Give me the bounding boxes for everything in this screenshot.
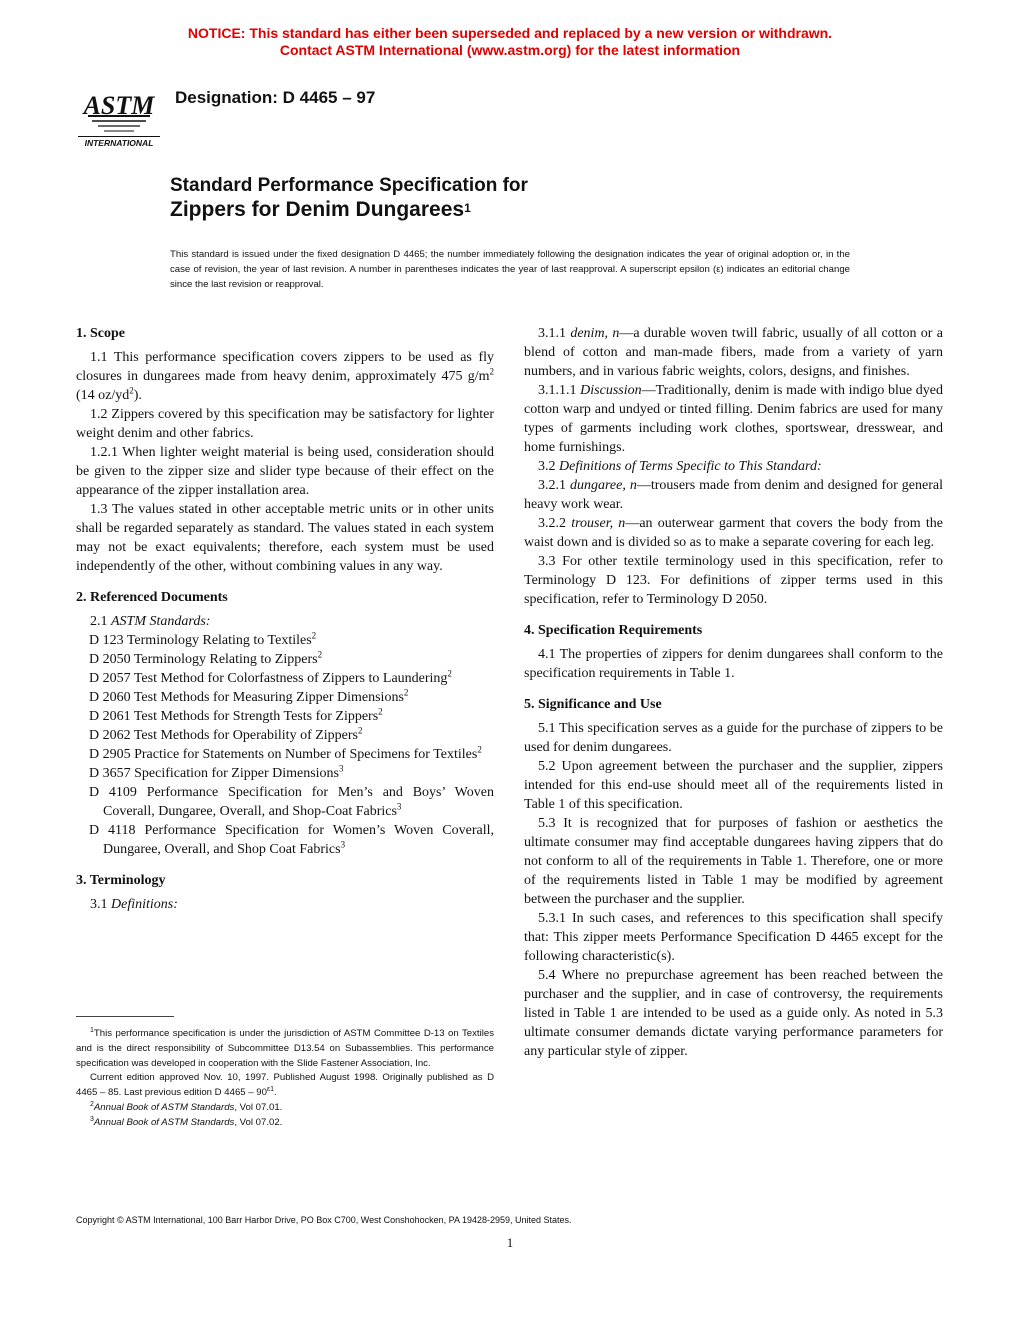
definition-text: —an outerwear garment that covers the body from the waist down and is divided so as to make a separate covering for each leg.: [524, 516, 943, 550]
referenced-document-footnote-mark: 2: [358, 725, 363, 736]
paragraph-3-2: [524, 457, 943, 476]
referenced-document-item: [76, 764, 494, 783]
footnote-1-edition-end: .: [273, 1087, 277, 1099]
referenced-document-item: [76, 707, 494, 726]
referenced-document-item: [76, 745, 494, 764]
left-column: [76, 324, 494, 914]
referenced-document-item: [76, 631, 494, 650]
paragraph-4-1: 4.1 The properties of zippers for denim dungarees shall conform to the specification requirements in Table 1.: [524, 647, 943, 681]
page-number: 1: [506, 1235, 514, 1250]
referenced-document-footnote-mark: 2: [403, 687, 409, 698]
referenced-document-text: D 2060 Test Methods for Measuring Zipper Dimensions: [89, 690, 404, 705]
copyright-line: Copyright © ASTM International, 100 Barr Harbor Drive, PO Box C700, West Conshohocken, PA 19428-2959, United States.: [76, 1215, 572, 1225]
paragraph-1-1-text-2: (14 oz/yd: [76, 388, 130, 403]
footnote-3: [76, 1116, 494, 1131]
referenced-document-footnote-mark: 2: [378, 706, 383, 717]
referenced-document-text: D 123 Terminology Relating to Textiles: [89, 633, 312, 648]
designation: Designation: D 4465 – 97: [175, 88, 376, 107]
title-footnote-mark: 1: [464, 201, 471, 215]
superscript: 2: [129, 385, 134, 396]
referenced-document-footnote-mark: 2: [477, 744, 482, 755]
paragraph-label: Definitions of Terms Specific to This Standard:: [559, 459, 822, 474]
paragraph-5-2: 5.2 Upon agreement between the purchaser and the supplier, zippers intended for this end-use should meet all of the requirements listed in Table 1 of this specification.: [524, 759, 943, 812]
footnote-mark: 1: [90, 1026, 94, 1034]
referenced-document-text: D 2050 Terminology Relating to Zippers: [89, 652, 318, 667]
paragraph-5-1: 5.1 This specification serves as a guide for the purchase of zippers to be used for denim dungarees.: [524, 721, 943, 755]
superscript: ε1: [266, 1086, 274, 1093]
title-line-2-text: Zippers for Denim Dungarees: [170, 198, 465, 221]
referenced-document-text: D 2905 Practice for Statements on Number of Specimens for Textiles: [89, 747, 478, 762]
referenced-documents-list: [76, 631, 494, 859]
definition-text: —trousers made from denim and designed for general heavy work wear.: [524, 478, 944, 512]
paragraph-2-1: [76, 612, 494, 631]
footnote-3-volume: , Vol 07.02.: [234, 1116, 283, 1128]
right-column: [524, 324, 943, 1061]
paragraph-3-1: [76, 895, 494, 914]
logo-caption: INTERNATIONAL: [84, 138, 154, 148]
referenced-document-item: [76, 783, 494, 821]
paragraph-number: 3.1.1: [538, 326, 566, 341]
paragraph-number: 3.1: [90, 897, 108, 912]
footnote-mark: 3: [90, 1115, 94, 1123]
referenced-document-text: D 2057 Test Method for Colorfastness of Zippers to Laundering: [89, 671, 448, 686]
notice-line-2: Contact ASTM International (www.astm.org) for the latest information: [279, 42, 741, 58]
section-3-heading: 3. Terminology: [76, 873, 166, 888]
title-line-1: Standard Performance Specification for: [170, 175, 528, 196]
referenced-document-footnote-mark: 3: [340, 839, 346, 850]
referenced-document-footnote-mark: 2: [311, 630, 317, 641]
paragraph-number: 3.1.1.1: [538, 383, 577, 398]
referenced-document-footnote-mark: 2: [317, 649, 323, 660]
referenced-document-text: D 2062 Test Methods for Operability of Zippers: [89, 728, 358, 743]
referenced-document-text: D 2061 Test Methods for Strength Tests for Zippers: [89, 709, 379, 724]
referenced-document-item: [76, 688, 494, 707]
superscript: 2: [489, 366, 494, 377]
definition-text: —a durable woven twill fabric, usually of all cotton or a blend of cotton and man-made fibers, made from a variety of yarn numbers, and in various fabric weights, colors, designs, and finishes.: [524, 326, 944, 379]
supersession-notice: [0, 25, 1020, 59]
referenced-document-item: [76, 669, 494, 688]
discussion-label: Discussion: [580, 383, 642, 398]
logo-letters: ASTM: [83, 91, 155, 120]
discussion-denim: [524, 381, 943, 457]
paragraph-3-3: 3.3 For other textile terminology used in this specification, refer to Terminology D 123. For definitions of zipper terms used in this specification, refer to Terminology D 2050.: [524, 554, 943, 607]
footnotes: [76, 1027, 494, 1131]
paragraph-5-3: 5.3 It is recognized that for purposes of fashion or aesthetics the ultimate consumer may find acceptable dungarees having zippers that do not conform to all of the requirements in Table 1. Therefore, one or more of the requirements listed in Table 1 may be modified by agreement between the purchaser and the supplier.: [524, 816, 943, 907]
footnote-3-title: Annual Book of ASTM Standards: [93, 1116, 235, 1128]
notice-line-1: NOTICE: This standard has either been superseded and replaced by a new version or withdrawn.: [187, 25, 833, 41]
referenced-document-text: D 4109 Performance Specification for Men’s and Boys’ Woven Coverall, Dungaree, Overall, and Shop-Coat Fabrics: [89, 785, 494, 819]
section-2-heading: 2. Referenced Documents: [76, 590, 228, 605]
footnote-1: [76, 1027, 494, 1071]
discussion-text: —Traditionally, denim is made with indigo blue dyed cotton warp and undyed or tinted filling. Denim fabrics are used for many types of garments including work clothes, sportswear, dresswear, and home furnishings.: [524, 383, 943, 455]
defined-term: denim, n: [570, 326, 620, 341]
referenced-document-item: [76, 650, 494, 669]
paragraph-number: 3.2.1: [538, 478, 566, 493]
paragraph-5-3-1: 5.3.1 In such cases, and references to this specification shall specify that: This zipper meets Performance Specification D 4465 except for the following characteristic(s).: [524, 911, 943, 964]
paragraph-1-1: [76, 348, 494, 405]
referenced-document-footnote-mark: 3: [396, 801, 402, 812]
astm-logo-icon: [76, 76, 162, 150]
section-4-heading: 4. Specification Requirements: [524, 623, 703, 638]
paragraph-label: ASTM Standards:: [111, 614, 211, 629]
paragraph-label: Definitions:: [111, 897, 178, 912]
section-1-heading: 1. Scope: [76, 326, 125, 341]
referenced-document-item: [76, 726, 494, 745]
referenced-document-footnote-mark: 3: [339, 763, 344, 774]
referenced-document-text: D 3657 Specification for Zipper Dimensions: [89, 766, 340, 781]
definition-denim: [524, 324, 943, 381]
definition-trouser: [524, 514, 943, 552]
paragraph-5-4: 5.4 Where no prepurchase agreement has been reached between the purchaser and the supplier, and in case of controversy, the requirements listed in Table 1 are intended to be used as a guide only. As noted in 5.3 ultimate consumer demands dictate varying performance parameters for any particular style of zipper.: [524, 968, 943, 1059]
standard-issue-note: This standard is issued under the fixed designation D 4465; the number immediately following the designation indicates the year of original adoption or, in the case of revision, the year of last revision. A number in parentheses indicates the year of last reapproval. A superscript epsilon (ε) indicates an editorial change since the last revision or reapproval.: [170, 249, 850, 290]
section-5-heading: 5. Significance and Use: [524, 697, 662, 712]
footnote-1-edition: [76, 1071, 494, 1101]
paragraph-number: 3.2: [538, 459, 556, 474]
paragraph-1-3: 1.3 The values stated in other acceptable metric units or in other units shall be regarded separately as standard. The values stated in each system may not be exact equivalents; therefore, each system must be used independently of the other, without combining values in any way.: [76, 502, 494, 574]
footnote-2-title: Annual Book of ASTM Standards: [93, 1101, 235, 1113]
defined-term: dungaree, n: [569, 478, 637, 493]
footnote-1-edition-text: Current edition approved Nov. 10, 1997. Published August 1998. Originally published as D 4465 – 85. Last previous edition D 4465 – 90: [76, 1072, 494, 1099]
paragraph-number: 2.1: [90, 614, 108, 629]
paragraph-1-1-end: ).: [133, 388, 142, 403]
footnote-2-volume: , Vol 07.01.: [234, 1101, 283, 1113]
paragraph-1-2-1: 1.2.1 When lighter weight material is being used, consideration should be given to the zipper size and slider type because of their effect on the appearance of the zipper installation area.: [76, 445, 494, 498]
referenced-document-item: [76, 821, 494, 859]
definition-dungaree: [524, 476, 943, 514]
footnote-2: [76, 1101, 494, 1116]
document-title: [170, 174, 528, 222]
footnote-1-text: This performance specification is under the jurisdiction of ASTM Committee D-13 on Textiles and is the direct responsibility of Subcommittee D13.54 on Subassemblies. This performance specification was developed in cooperation with the Slide Fastener Association, Inc.: [76, 1028, 494, 1069]
title-line-2: [170, 198, 528, 222]
footnote-mark: 2: [90, 1100, 94, 1108]
defined-term: trouser, n: [571, 516, 626, 531]
paragraph-1-1-text: 1.1 This performance specification covers zippers to be used as fly closures in dungarees made from heavy denim, approximately 475 g/m: [76, 350, 494, 384]
paragraph-1-2: 1.2 Zippers covered by this specification may be satisfactory for lighter weight denim and other fabrics.: [76, 407, 494, 441]
referenced-document-text: D 4118 Performance Specification for Women’s Woven Coverall, Dungaree, Overall, and Shop Coat Fabrics: [89, 823, 494, 857]
footnote-divider: [76, 1016, 174, 1017]
paragraph-number: 3.2.2: [538, 516, 566, 531]
referenced-document-footnote-mark: 2: [447, 668, 452, 679]
